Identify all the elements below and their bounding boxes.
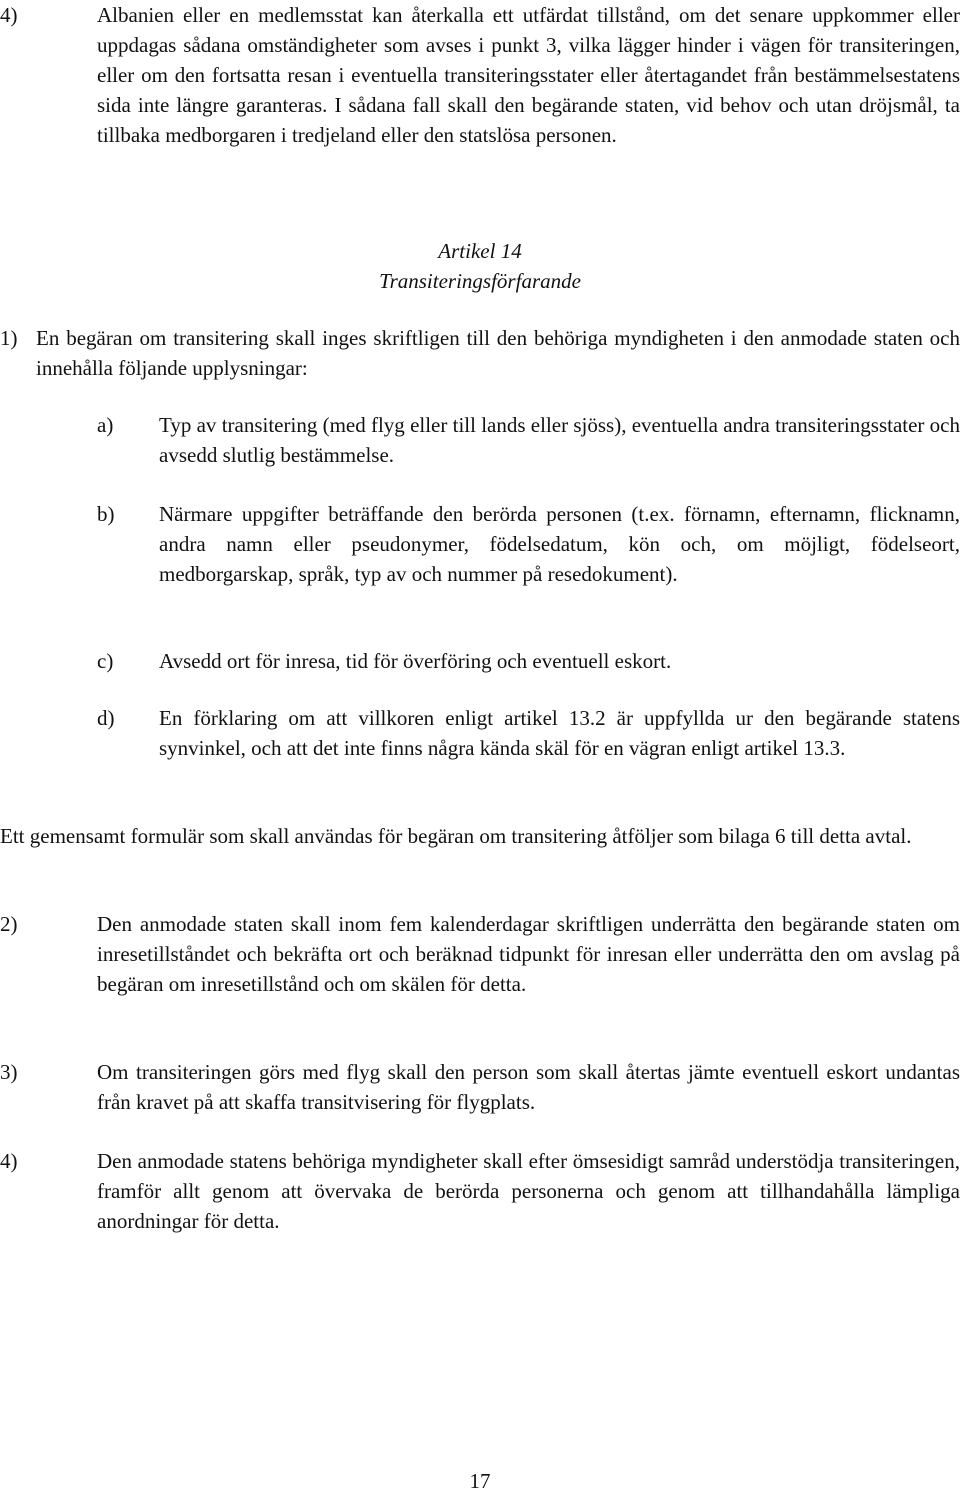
paragraph-4-top [0, 0, 960, 150]
paragraph-number: 4) [0, 1149, 18, 1173]
list-item-label: c) [97, 649, 114, 673]
paragraph-text: Den anmodade statens behöriga myndigheter skall efter ömsesidigt samråd understödja transiteringen, framför allt genom att övervaka de berörda personerna och genom att tillhandahålla lämpliga anordningar för detta. [97, 1149, 960, 1233]
list-item-label: a) [97, 413, 114, 437]
list-item-b [0, 499, 960, 589]
paragraph-1 [0, 323, 960, 383]
paragraph-3 [0, 1057, 960, 1117]
page-number: 17 [469, 1469, 491, 1493]
list-item-text: En förklaring om att villkoren enligt artikel 13.2 är uppfyllda ur den begärande statens synvinkel, och att det inte finns några kända skäl för en vägran enligt artikel 13.3. [159, 706, 960, 760]
list-item-label: d) [97, 706, 115, 730]
list-item-d [0, 703, 960, 763]
list-item-c [0, 646, 960, 676]
paragraph-text: Om transiteringen görs med flyg skall den person som skall återtas jämte eventuell eskort undantas från kravet på att skaffa transitvisering för flygplats. [97, 1060, 960, 1114]
paragraph-text: Den anmodade staten skall inom fem kalenderdagar skriftligen underrätta den begärande staten om inresetillståndet och bekräfta ort och beräknad tidpunkt för inresan eller underrätta den om avslag på begäran om inresetillstånd och om skälen för detta. [97, 912, 960, 996]
paragraph-4-bottom [0, 1146, 960, 1236]
list-item-text: Närmare uppgifter beträffande den berörda personen (t.ex. förnamn, efternamn, flicknamn, andra namn eller pseudonymer, födelsedatum, kön och, om möjligt, födelseort, medborgarskap, språk, typ av och nummer på resedokument). [159, 502, 960, 586]
list-item-text: Typ av transitering (med flyg eller till lands eller sjöss), eventuella andra transiteringsstater och avsedd slutlig bestämmelse. [159, 413, 960, 467]
form-note: Ett gemensamt formulär som skall användas för begäran om transitering åtföljer som bilaga 6 till detta avtal. [0, 824, 912, 848]
paragraph-number: 3) [0, 1060, 18, 1084]
article-number: Artikel 14 [438, 239, 522, 263]
paragraph-text: En begäran om transitering skall inges skriftligen till den behöriga myndigheten i den anmodade staten och innehålla följande upplysningar: [36, 326, 960, 380]
paragraph-number: 2) [0, 912, 18, 936]
list-item-text: Avsedd ort för inresa, tid för överföring och eventuell eskort. [159, 649, 672, 673]
paragraph-text: Albanien eller en medlemsstat kan återkalla ett utfärdat tillstånd, om det senare uppkommer eller uppdagas sådana omständigheter som avses i punkt 3, vilka lägger hinder i vägen för transiteringen, eller om den fortsatta resan i eventuella transiteringsstater eller återtagandet från bestämmelsestatens sida inte längre garanteras. I sådana fall skall den begärande staten, vid behov och utan dröjsmål, ta tillbaka medborgaren i tredjeland eller den statslösa personen. [97, 3, 960, 147]
paragraph-number: 4) [0, 3, 18, 27]
paragraph-2 [0, 909, 960, 999]
article-title: Transiteringsförfarande [379, 269, 581, 293]
list-item-a [0, 410, 960, 470]
list-item-label: b) [97, 502, 115, 526]
paragraph-number: 1) [0, 326, 18, 350]
